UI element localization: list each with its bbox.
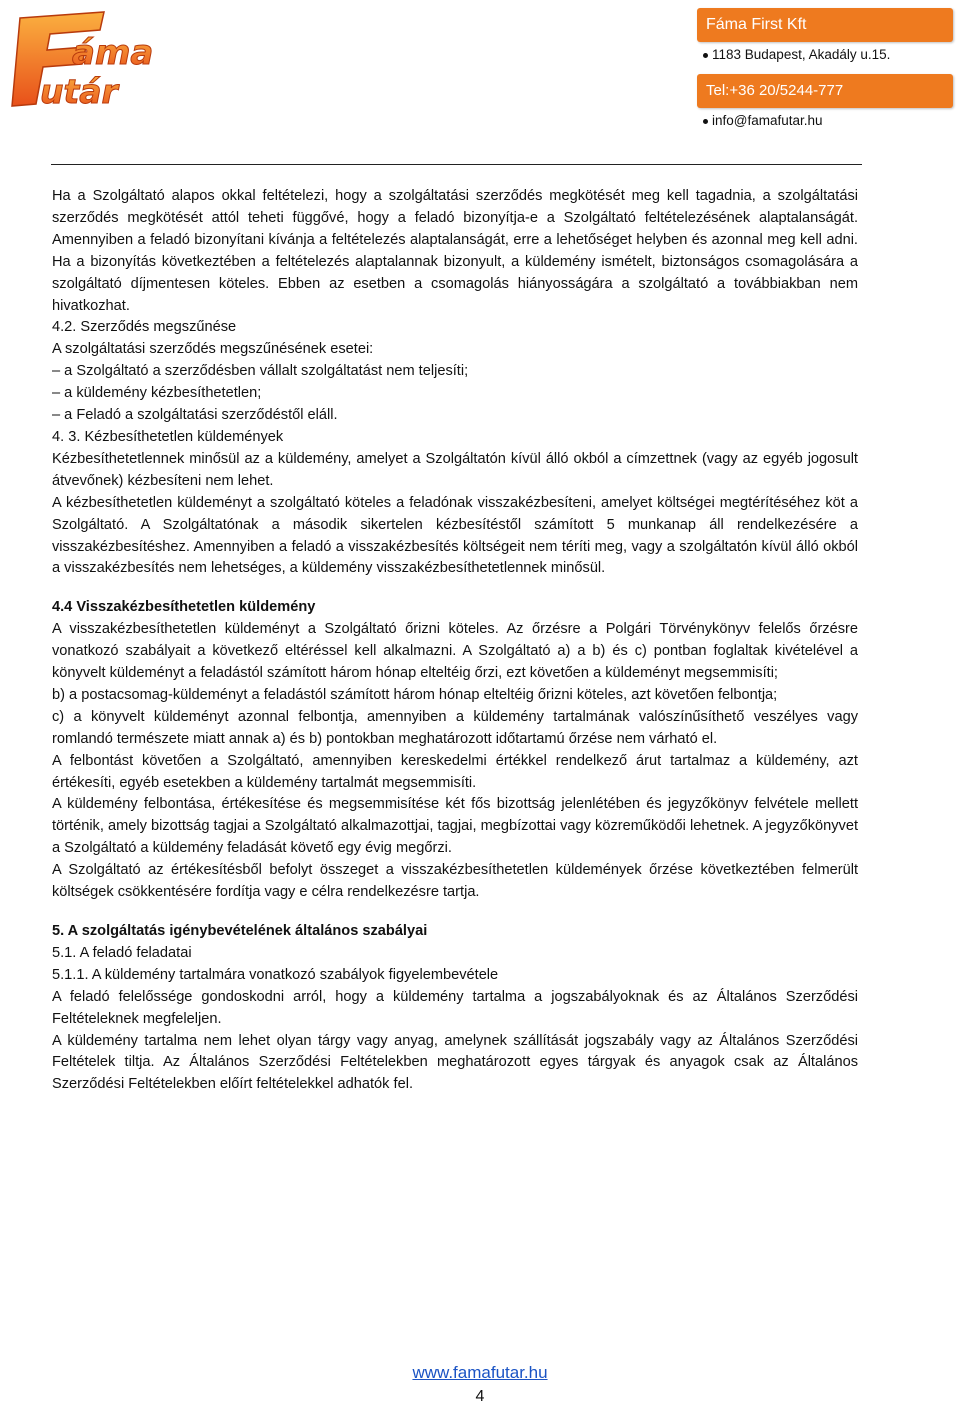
section-heading: 4.4 Visszakézbesíthetetlen küldemény (52, 599, 316, 616)
fama-futar-logo-graphic (6, 6, 176, 114)
address-line (697, 42, 953, 68)
company-name: Fáma First Kft (697, 8, 953, 42)
paragraph: A felbontást követően a Szolgáltató, amennyiben kereskedelmi értékkel rendelkező árut tartalmaz a küldemény, azt értékesíti, egyéb esetekben a küldemény tartalmát megsemmisíti. (52, 752, 858, 791)
list-item: – a Szolgáltató a szerződésben vállalt szolgáltatást nem teljesíti; (52, 363, 469, 380)
address-text: 1183 Budapest, Akadály u.15. (712, 47, 891, 62)
document-body (52, 186, 858, 1096)
subsection-heading: 5.1.1. A küldemény tartalmára vonatkozó szabályok figyelembevétele (52, 966, 499, 983)
subsection-heading: 5.1. A feladó feladatai (52, 944, 192, 961)
paragraph: c) a könyvelt küldeményt azonnal felbontja, amennyiben a küldemény tartalmának valószínűsíthető veszélyes vagy romlandó természete miatt annak a) és b) pontokban meghatározott időtartamú őrzése nem várható el. (52, 708, 858, 747)
website-link[interactable]: www.famafutar.hu (412, 1363, 548, 1382)
paragraph: A Szolgáltató az értékesítésből befolyt összeget a visszakézbesíthetetlen küldemények őrzése következtében felmerült költségek csökkentésére fordítja vagy e célra rendelkezésre tartja. (52, 862, 858, 901)
email-line (697, 108, 953, 134)
paragraph: Kézbesíthetetlennek minősül az a küldemény, amelyet a Szolgáltatón kívül álló okból a címzettnek (vagy az egyéb jogosult átvevőnek) kézbesíteni nem lehet. (52, 450, 858, 489)
bullet-icon (703, 119, 708, 124)
section-heading: 5. A szolgáltatás igénybevételének általános szabályai (52, 923, 428, 939)
company-logo (6, 6, 176, 114)
paragraph: A visszakézbesíthetetlen küldeményt a Szolgáltató őrizni köteles. Az őrzésre a Polgári Törvénykönyv felelős őrzésre vonatkozó szabályait a következő eltéréssel kell alkalmazni. A Szolgáltató a) a b) és c) pontban foglaltak kivételével a könyvelt küldeményt a feladástól számított három hónap elteltéig őrzi, ezt követően a küldeményt megsemmisíti; (52, 621, 858, 682)
paragraph: A küldemény felbontása, értékesítése és megsemmisítése két fős bizottság jelenlétében és jegyzőkönyv felvétele mellett történik, amely bizottság tagjai a Szolgáltató alkalmazottjai, tagjai, megbízottai vagy közreműködői lehetnek. A jegyzőkönyvet a Szolgáltató a küldemény feladását követő egy évig megőrzi. (52, 796, 858, 857)
paragraph: b) a postacsomag-küldeményt a feladástól számított három hónap elteltéig őrizni köteles, azt követően felbontja; (52, 686, 778, 703)
phone-bar: Tel:+36 20/5244-777 (697, 74, 953, 108)
paragraph: Ha a Szolgáltató alapos okkal feltételezi, hogy a szolgáltatási szerződés megkötését meg kell tagadnia, a szolgáltatási szerződés megkötését attól teheti függővé, hogy a feladó bizonyítja-e a Szolgáltató feltételezésének alaptalanságát. Amennyiben a feladó bizonyítani kívánja a feltételezés alaptalanságát, erre a lehetőséget helyben és azonnal meg kell adni. Ha a bizonyítás következtében a feltételezés alaptalannak bizonyult, a küldemény ismételt, biztonságos csomagolására a szolgáltató díjmentesen köteles. Ebben az esetben a csomagolás hiányosságára a szolgáltató a továbbiakban nem hivatkozhat. (52, 188, 858, 314)
bullet-icon (703, 53, 708, 58)
list-item: – a küldemény kézbesíthetetlen; (52, 385, 262, 402)
svg-text:áma: áma (72, 33, 154, 73)
paragraph: A szolgáltatási szerződés megszűnésének esetei: (52, 341, 374, 358)
contact-block (697, 8, 953, 134)
section-heading: 4. 3. Kézbesíthetetlen küldemények (52, 428, 284, 445)
list-item: – a Feladó a szolgáltatási szerződéstől eláll. (52, 407, 338, 424)
email-text[interactable]: info@famafutar.hu (712, 113, 823, 128)
section-heading: 4.2. Szerződés megszűnése (52, 319, 237, 336)
header-divider (51, 164, 862, 165)
paragraph: A küldemény tartalma nem lehet olyan tárgy vagy anyag, amelynek szállítását jogszabály vagy az Általános Szerződési Feltételek tiltja. Az Általános Szerződési Feltételekben meghatározott egyes tárgyak és anyagok csak az Általános Szerződési Feltételekben előírt feltételekkel adhatók fel. (52, 1032, 858, 1093)
svg-text:utár: utár (40, 72, 118, 111)
paragraph: A kézbesíthetetlen küldeményt a szolgáltató köteles a feladónak visszakézbesíteni, amelyet költségei megtérítéséhez köt a Szolgáltató. A Szolgáltatónak a második sikertelen kézbesítéstől számított 5 munkanap áll rendelkezésére a visszakézbesítéshez. Amennyiben a feladó a visszakézbesítés költségeit nem téríti meg, vagy a szolgáltatón kívül álló okból a visszakézbesítés nem lehetséges, a küldemény visszakézbesíthetetlennek minősül. (52, 494, 858, 577)
page-number: 4 (475, 1388, 485, 1405)
paragraph: A feladó felelőssége gondoskodni arról, hogy a küldemény tartalma a jogszabályoknak és az Általános Szerződési Feltételeknek megfeleljen. (52, 988, 858, 1027)
